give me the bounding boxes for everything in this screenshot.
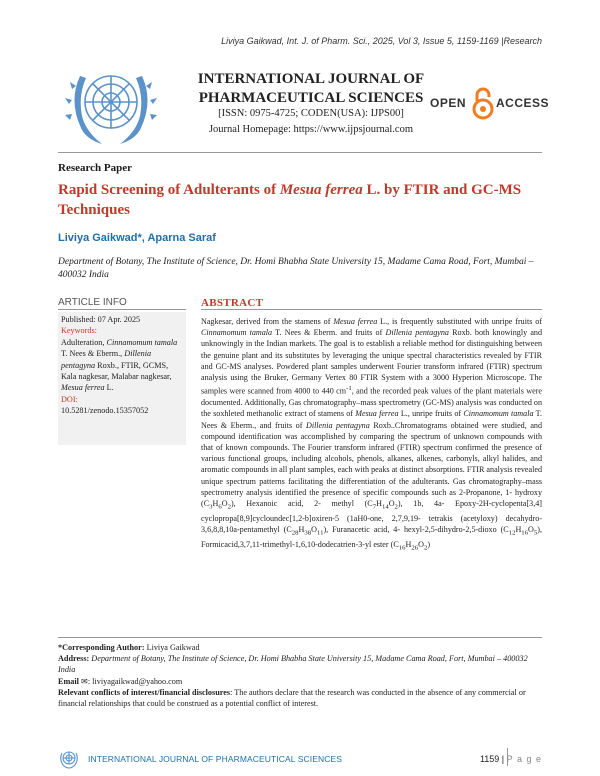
keyword-species: Cinnamomum tamala [106,337,178,347]
journal-issn: [ISSN: 0975-4725; CODEN(USA): IJPS00] [218,108,404,119]
keyword-text: Adulteration, [61,337,107,347]
published-date: Published: 07 Apr. 2025 [61,315,141,324]
keyword-species: Dillenia pentagyna [61,349,152,370]
authors: Liviya Gaikwad*, Aparna Saraf [58,232,216,244]
abstract-divider [201,309,542,310]
affiliation: Department of Botany, The Institute of Science, Dr. Homi Bhabha State University 15, Madame Cama Road, Fort, Mumbai – 400032 India [58,257,534,280]
page-number: 1159 | P a g e [479,754,542,764]
corresponding-author: *Corresponding Author: Liviya Gaikwad [58,643,200,652]
running-header: Liviya Gaikwad, Int. J. of Pharm. Sci., 2025, Vol 3, Issue 5, 1159-1169 |Research [221,36,542,46]
keyword-species: Mesua ferrea [61,383,105,393]
correspondence-block [58,642,542,709]
keywords-list [61,337,185,394]
abstract-heading: ABSTRACT [201,297,264,309]
header-divider [58,152,542,153]
email-link[interactable]: : liviyagaikwad@yahoo.com [87,676,183,686]
email-icon: ✉ [80,676,88,686]
doi-link[interactable]: 10.5281/zenodo.15357052 [61,406,149,416]
keyword-text: Roxb., FTIR, GCMS, Kala nagkesar, Malabar nagkesar, [61,360,172,382]
article-info-heading: ARTICLE INFO [58,297,127,308]
journal-homepage: Journal Homepage: https://www.ijpsjournal.com [208,124,414,135]
keyword-text: L. [104,383,114,393]
un-emblem-logo [58,56,164,156]
doi-label: DOI: [61,394,78,404]
title-part1: Rapid Screening of Adulterants of [58,182,280,198]
article-info-divider [58,309,186,310]
keyword-text: T. Nees & Eberm., [61,349,125,359]
journal-name-line2: PHARMACEUTICAL SCIENCES [198,90,424,106]
article-info-box [58,312,186,445]
footer-journal-name: INTERNATIONAL JOURNAL OF PHARMACEUTICAL SCIENCES [88,754,343,764]
open-access-lock-icon [472,86,494,120]
open-access-right: ACCESS [496,96,550,110]
journal-name [196,70,426,108]
title-part2: L. by FTIR and GC-MS Techniques [58,182,522,218]
paper-title [58,180,542,220]
abstract-body: Nagkesar, derived from the stamens of Mesua ferrea L., is frequently substituted with unripe fruits of Cinnamomum tamala T. Nees & Eberm. and fruits of Dillenia pentagyna Roxb. both knowingly and unknowingly in the Indian markets. The goal is to establish a reliable method for distinguishing between the genuine plant and its substitutes by leveraging the unique spectral characteristics revealed by FTIR and GC-MS analyses. Powdered plant samples underwent Fourier transform infrared (FTIR) spectrum analysis using the Bruker, Germany Vertex 80 FTIR System with a 3000 Hyperion Microscope. The samples were scanned from 4000 to 440 $cm^{-1}$, and the recorded peak values of the plant materials were documented. Additionally, Gas chromatography–mass spectrometry (GC-MS) analysis was conducted on the soxhleted methanolic extract of stamens of Mesua ferrea L., unripe fruits of Cinnamomum tamala T. Nees & Eberm., and fruits of Dillenia pentagyna Roxb..Chromatograms obtained were studied, and compound identification was accomplished by comparing the spectrum of unknown compounds with that of known compounds. The Fourier transform infrared (FTIR) spectrum confirmed the presence of various functional groups, including alcohols, phenols, alkanes, alkenes, carbonyls, alkyl halides, and aromatic compounds in all plant samples, each with peaks at distinct absorptions. FTIR analysis revealed unique spectrum patterns facilitating the differentiation of the adulterants. Gas chromatography–mass spectrometry analysis identified the presence of specific compounds such as 2-Propanone, 1- hydroxy $(C_3H_6O_2)$, Hexanoic acid, 2- methyl $(C_7H_{14}O_2)$, 1b, 4a- Epoxy-2H-cyclopenta[3,4] cyclopropa[8,9]cycloundec[1,2-b]oxiren-5 (1aH0-one, 2,7,9,19- tetrakis (acetyloxy) decahydro-3,6,8,8,10a-pentamethyl $(C_{28}H_{38}O_{11})$, Furanacetic acid, 4- hexyl-2,5-dihydro-2,5-dioxo $(C_{12}H_{16}O_5)$, Formicacid,3,7,11-trimethyl-1,6,10-dodecatrien-3-yl ester $(C_{16}H_{26}O_2)$ [201,317,543,552]
footer-un-emblem-icon [58,748,80,770]
corresponding-address: Address: Department of Botany, The Institute of Science, Dr. Homi Bhabha State University 15, Madame Cama Road, Fort, Mumbai – 400032 India [58,654,528,675]
title-species: Mesua ferrea [279,182,363,198]
conflict-disclosure: Relevant conflicts of interest/financial disclosures: The authors declare that the research was conducted in the absence of any commercial or financial relationships that could be construed as a potential conflict of interest. [58,687,526,709]
footnote-divider [58,637,542,638]
corresponding-email: Email ✉: liviyagaikwad@yahoo.com [58,676,183,686]
keywords-label: Keywords: [61,326,97,336]
open-access-left: OPEN [430,96,467,110]
journal-name-line1: INTERNATIONAL JOURNAL OF [197,71,425,87]
paper-type: Research Paper [58,162,133,174]
open-access-badge [430,86,550,122]
